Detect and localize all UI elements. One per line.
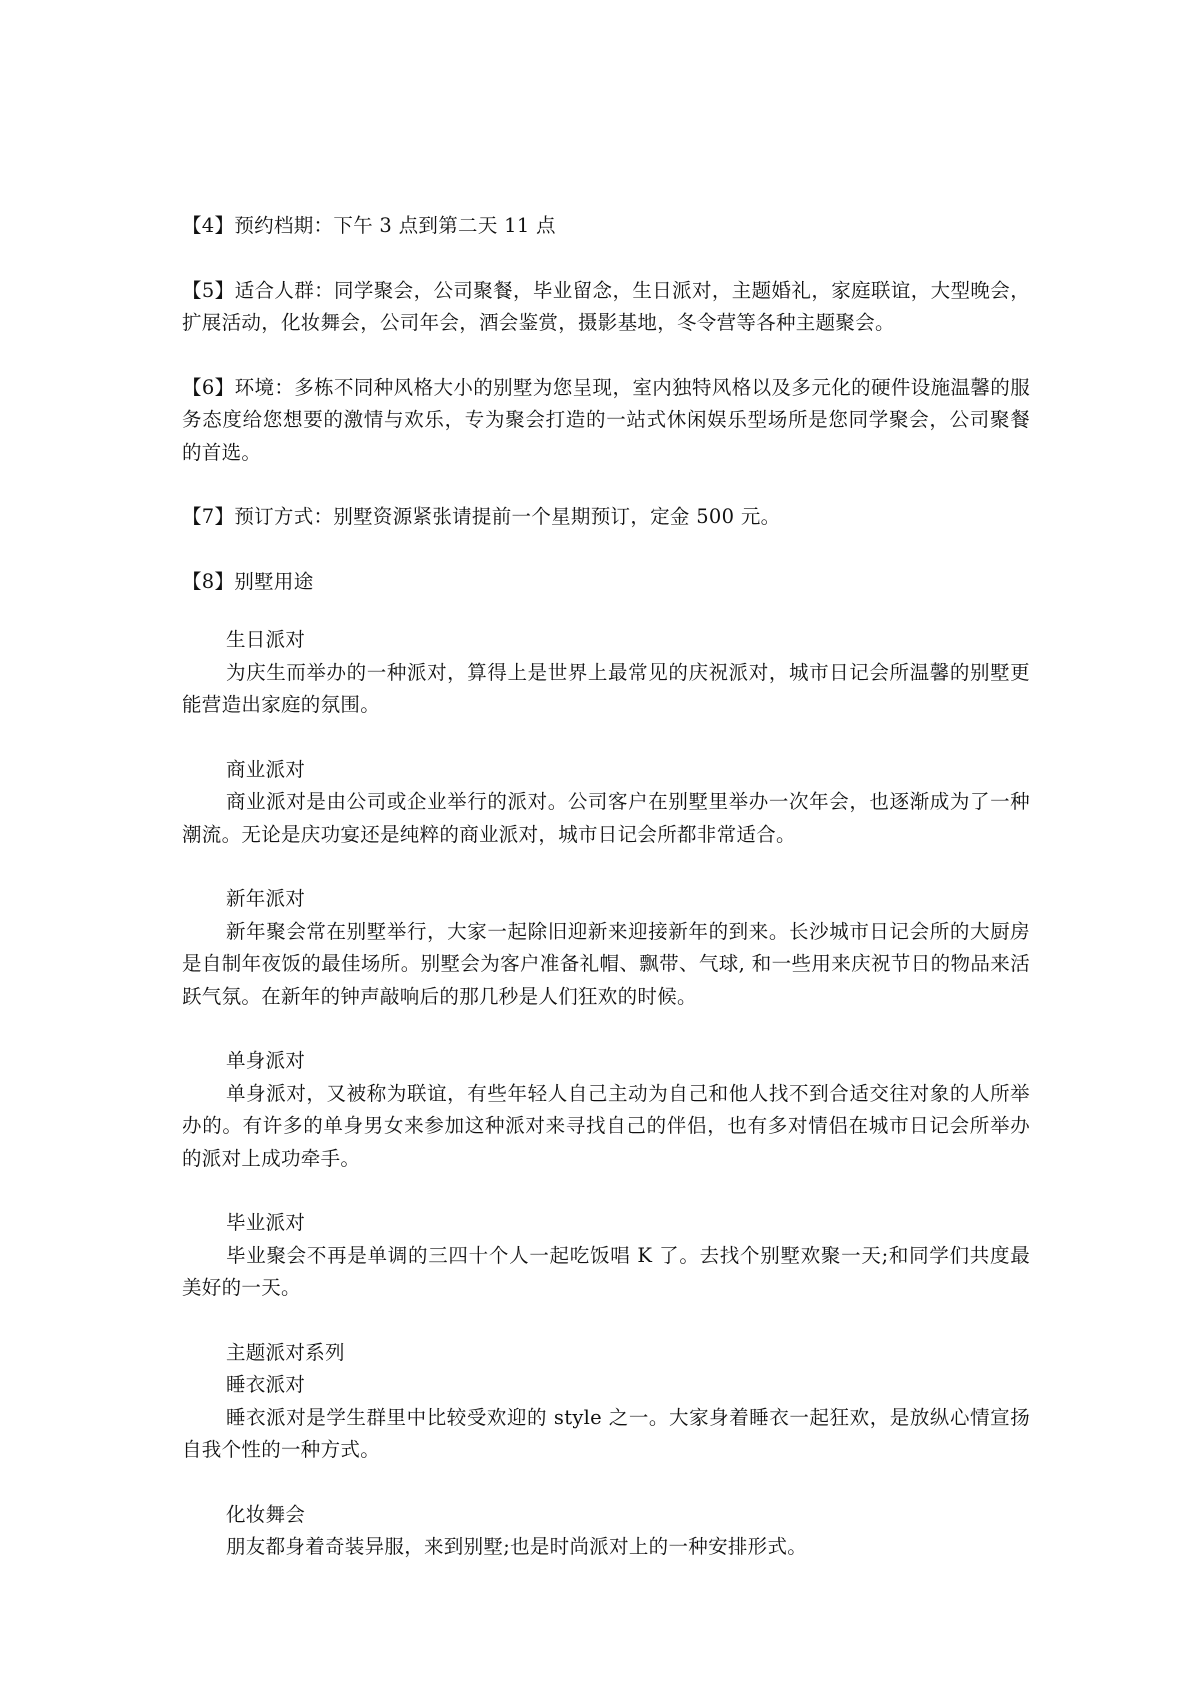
section-title: 新年派对 xyxy=(226,887,306,910)
section-body: 睡衣派对是学生群里中比较受欢迎的 style 之一。大家身着睡衣一起狂欢，是放纵心情宣扬自我个性的一种方式。 xyxy=(182,1405,1030,1461)
item-5 xyxy=(182,275,1030,340)
item-text: 别墅用途 xyxy=(234,569,314,593)
section-body: 毕业聚会不再是单调的三四十个人一起吃饭唱 K 了。去找个别墅欢聚一天;和同学们共度最美好的一天。 xyxy=(182,1243,1030,1299)
section-title: 单身派对 xyxy=(226,1049,306,1072)
item-text: 适合人群：同学聚会，公司聚餐，毕业留念，生日派对，主题婚礼，家庭联谊，大型晚会，扩展活动，化妆舞会，公司年会，酒会鉴赏，摄影基地，冬令营等各种主题聚会。 xyxy=(182,278,1030,334)
section-body: 单身派对，又被称为联谊，有些年轻人自己主动为自己和他人找不到合适交往对象的人所举办的。有许多的单身男女来参加这种派对来寻找自己的伴侣，也有多对情侣在城市日记会所举办的派对上成功牵手。 xyxy=(182,1081,1030,1170)
item-number: 【7】 xyxy=(182,505,235,528)
item-4 xyxy=(182,210,1030,243)
section-title: 商业派对 xyxy=(226,757,306,781)
section-graduation-party xyxy=(182,1207,1030,1305)
item-6 xyxy=(182,372,1030,470)
section-birthday-party xyxy=(182,624,1030,722)
section-masquerade xyxy=(182,1499,1030,1564)
section-title: 毕业派对 xyxy=(226,1211,306,1234)
item-text: 预订方式：别墅资源紧张请提前一个星期预订，定金 500 元。 xyxy=(234,505,781,528)
section-singles-party xyxy=(182,1045,1030,1175)
item-number: 【6】 xyxy=(182,375,235,399)
section-business-party xyxy=(182,754,1030,852)
item-number: 【4】 xyxy=(182,214,235,237)
item-7 xyxy=(182,501,1030,534)
section-body: 朋友都身着奇装异服，来到别墅;也是时尚派对上的一种安排形式。 xyxy=(226,1535,808,1558)
item-text: 环境：多栋不同种风格大小的别墅为您呈现，室内独特风格以及多元化的硬件设施温馨的服务态度给您想要的激情与欢乐，专为聚会打造的一站式休闲娱乐型场所是您同学聚会，公司聚餐的首选。 xyxy=(182,375,1030,464)
section-body: 为庆生而举办的一种派对，算得上是世界上最常见的庆祝派对，城市日记会所温馨的别墅更能营造出家庭的氛围。 xyxy=(182,660,1030,716)
theme-series-heading: 主题派对系列 xyxy=(226,1340,345,1364)
section-title: 睡衣派对 xyxy=(226,1373,306,1396)
section-title: 化妆舞会 xyxy=(226,1502,306,1526)
item-text: 预约档期：下午 3 点到第二天 11 点 xyxy=(234,214,556,237)
item-8 xyxy=(182,566,1030,599)
item-number: 【8】 xyxy=(182,569,235,593)
section-title: 生日派对 xyxy=(226,628,306,651)
section-new-year-party xyxy=(182,883,1030,1013)
section-body: 新年聚会常在别墅举行，大家一起除旧迎新来迎接新年的到来。长沙城市日记会所的大厨房是自制年夜饭的最佳场所。别墅会为客户准备礼帽、飘带、气球, 和一些用来庆祝节日的物品来活跃气氛。在新年的钟声敲响后的那几秒是人们狂欢的时候。 xyxy=(182,919,1030,1008)
item-number: 【5】 xyxy=(182,278,235,302)
section-pajama-party xyxy=(182,1337,1030,1467)
section-body: 商业派对是由公司或企业举行的派对。公司客户在别墅里举办一次年会，也逐渐成为了一种潮流。无论是庆功宴还是纯粹的商业派对，城市日记会所都非常适合。 xyxy=(182,790,1030,846)
document-content xyxy=(182,210,1030,1564)
